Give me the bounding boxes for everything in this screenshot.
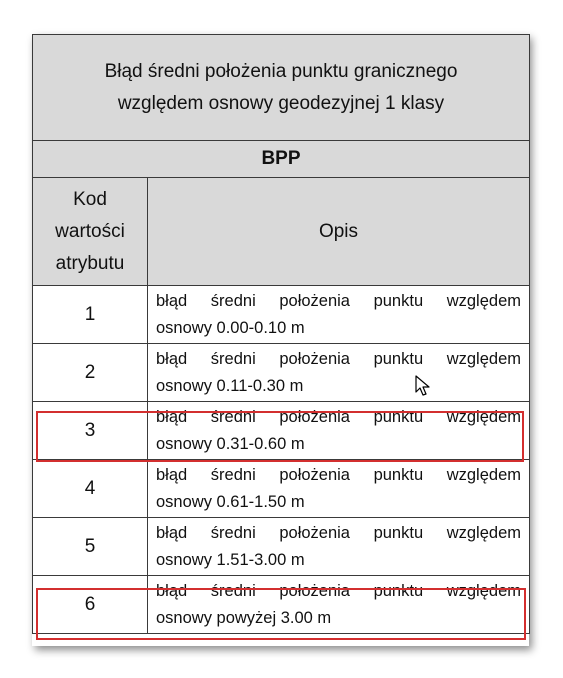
code-header-line2: wartości [55,220,125,242]
description-line2: osnowy 0.61-1.50 m [156,492,305,511]
code-cell: 3 [33,402,148,460]
description-line2: osnowy 1.51-3.00 m [156,550,305,569]
mouse-pointer-icon [415,375,431,397]
description-cell [148,402,530,460]
table-row [33,402,530,460]
table-title [33,35,530,141]
table-row [33,576,530,634]
title-row [33,35,530,141]
section-label: BPP [33,141,530,178]
description-line2: osnowy 0.11-0.30 m [156,376,304,395]
document-sheet [32,34,529,646]
code-cell: 1 [33,286,148,344]
description-cell [148,576,530,634]
code-header-line1: Kod [73,188,107,210]
description-cell [148,460,530,518]
code-cell: 2 [33,344,148,402]
code-cell: 6 [33,576,148,634]
table-row [33,518,530,576]
section-row [33,141,530,178]
header-row [33,178,530,286]
code-cell: 4 [33,460,148,518]
description-line1: błąd średni położenia punktu względem [156,407,521,426]
description-line1: błąd średni położenia punktu względem [156,581,521,600]
description-line2: osnowy 0.00-0.10 m [156,318,305,337]
code-cell: 5 [33,518,148,576]
description-cell [148,518,530,576]
description-line1: błąd średni położenia punktu względem [156,291,521,310]
code-header-line3: atrybutu [55,252,125,274]
description-cell [148,286,530,344]
table-row [33,344,530,402]
description-line1: błąd średni położenia punktu względem [156,349,521,368]
code-column-header [33,178,148,286]
table-row [33,460,530,518]
table-title-line2: względem osnowy geodezyjnej 1 klasy [117,92,445,114]
description-line2: osnowy powyżej 3.00 m [156,608,332,627]
description-line1: błąd średni położenia punktu względem [156,523,521,542]
description-line2: osnowy 0.31-0.60 m [156,434,305,453]
description-column-header: Opis [148,178,530,286]
description-cell [148,344,530,402]
description-line1: błąd średni położenia punktu względem [156,465,521,484]
table-row [33,286,530,344]
table-title-line1: Błąd średni położenia punktu granicznego [104,60,458,82]
attribute-table [32,34,530,634]
